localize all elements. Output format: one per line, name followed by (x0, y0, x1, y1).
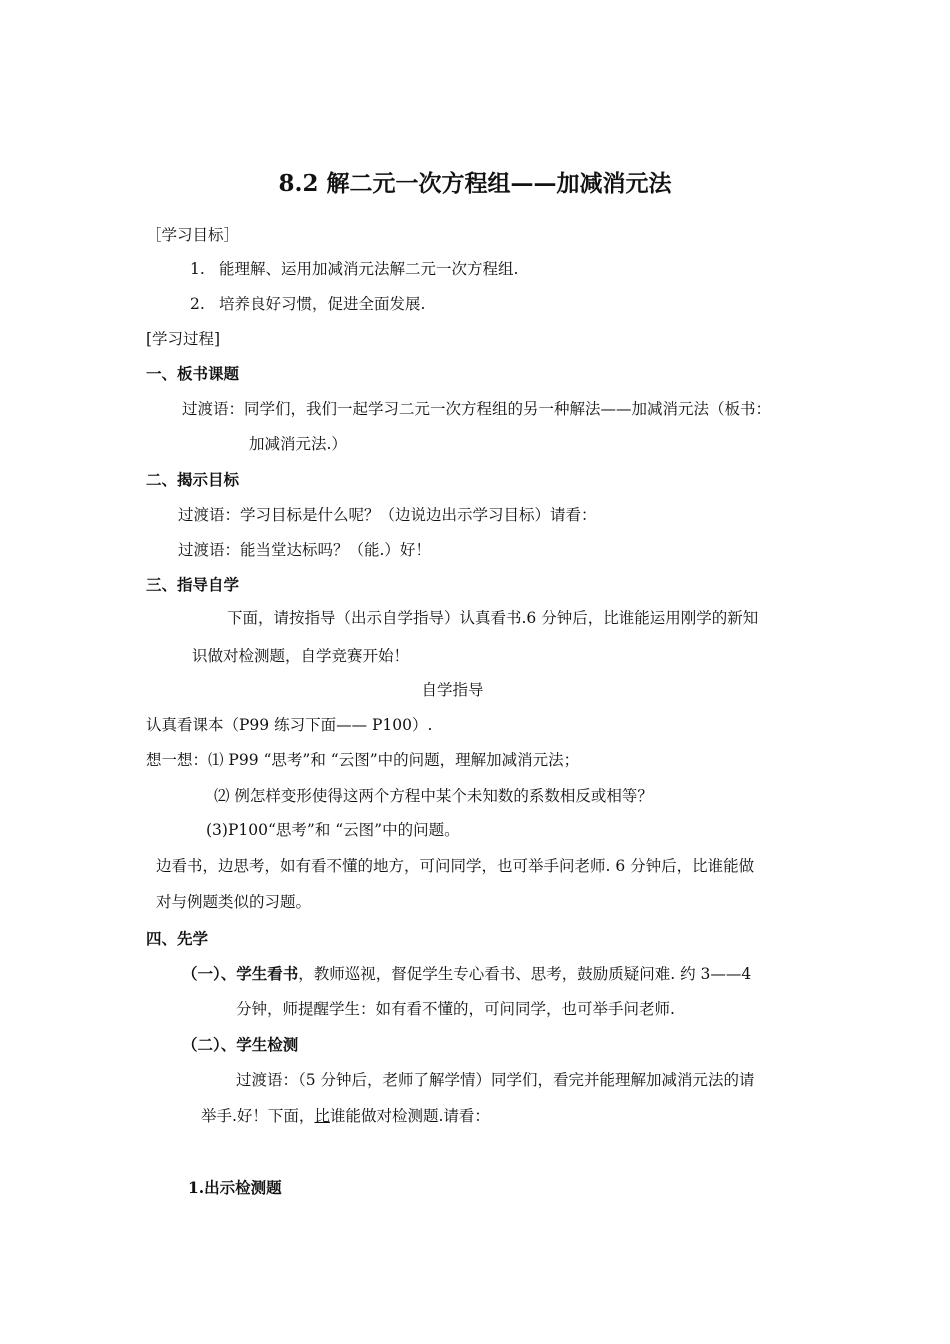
guide-title: 自学指导 (421, 681, 484, 699)
subsection-2-line-2-start: 举手.好！下面， (201, 1107, 315, 1125)
section-1-line-1: 过渡语：同学们，我们一起学习二元一次方程组的另一种解法——加减消元法（板书： (182, 400, 772, 418)
process-heading: [学习过程] (146, 330, 221, 348)
section-3-line-4: 对与例题类似的习题。 (156, 893, 312, 911)
section-2-line-2: 过渡语：能当堂达标吗？（能.）好！ (178, 541, 431, 559)
section-1-heading: 一、板书课题 (146, 364, 240, 383)
subsection-1-line-2: 分钟，师提醒学生：如有看不懂的，可问同学，也可举手问老师. (236, 1000, 675, 1018)
section-3-line-2: 识做对检测题，自学竞赛开始！ (192, 647, 410, 665)
check-item-1: 1.出示检测题 (188, 1178, 282, 1197)
subsection-1-text: ，教师巡视，督促学生专心看书、思考，鼓励质疑问难. 约 3——4 (298, 965, 752, 983)
subsection-2-line-1: 过渡语：（5 分钟后，老师了解学情）同学们，看完并能理解加减消元法的请 (236, 1071, 755, 1089)
section-3-heading: 三、指导自学 (146, 575, 240, 594)
subsection-1-label: （一）、学生看书 (182, 964, 299, 983)
objective-2-number: 2. (190, 295, 205, 313)
subsection-1-line-1 (182, 964, 751, 984)
section-2-line-1: 过渡语：学习目标是什么呢？（边说边出示学习目标）请看： (178, 506, 597, 524)
objective-1-text: 能理解、运用加减消元法解二元一次方程组. (219, 260, 519, 278)
section-2-heading: 二、揭示目标 (146, 470, 240, 489)
read-instruction: 认真看课本（P99 练习下面—— P100）. (146, 716, 433, 734)
think-item-2: ⑵ 例怎样变形使得这两个方程中某个未知数的系数相反或相等？ (214, 787, 653, 805)
section-4-heading: 四、先学 (146, 929, 209, 948)
objective-1-number: 1. (190, 260, 205, 278)
page-title: 8.2 解二元一次方程组——加减消元法 (278, 170, 672, 197)
section-3-line-3: 边看书，边思考，如有看不懂的地方，可问同学，也可举手问老师. 6 分钟后，比谁能做 (156, 857, 755, 875)
think-item-3: (3)P100“思考”和 “云图”中的问题。 (206, 821, 460, 839)
subsection-2-line-2 (201, 1106, 490, 1126)
objectives-heading: ［学习目标］ (146, 226, 240, 244)
section-1-line-2: 加减消元法.） (249, 435, 347, 453)
subsection-2-underlined-word: 比 (314, 1107, 330, 1125)
objective-2-text: 培养良好习惯，促进全面发展. (219, 295, 426, 313)
section-3-line-1: 下面，请按指导（出示自学指导）认真看书.6 分钟后，比谁能运用刚学的新知 (227, 609, 759, 627)
subsection-2-line-2-end: 谁能做对检测题.请看： (329, 1107, 490, 1125)
think-item-1: 想一想：⑴ P99 “思考”和 “云图”中的问题，理解加减消元法； (146, 751, 580, 769)
subsection-2-label: （二）、学生检测 (182, 1035, 299, 1054)
